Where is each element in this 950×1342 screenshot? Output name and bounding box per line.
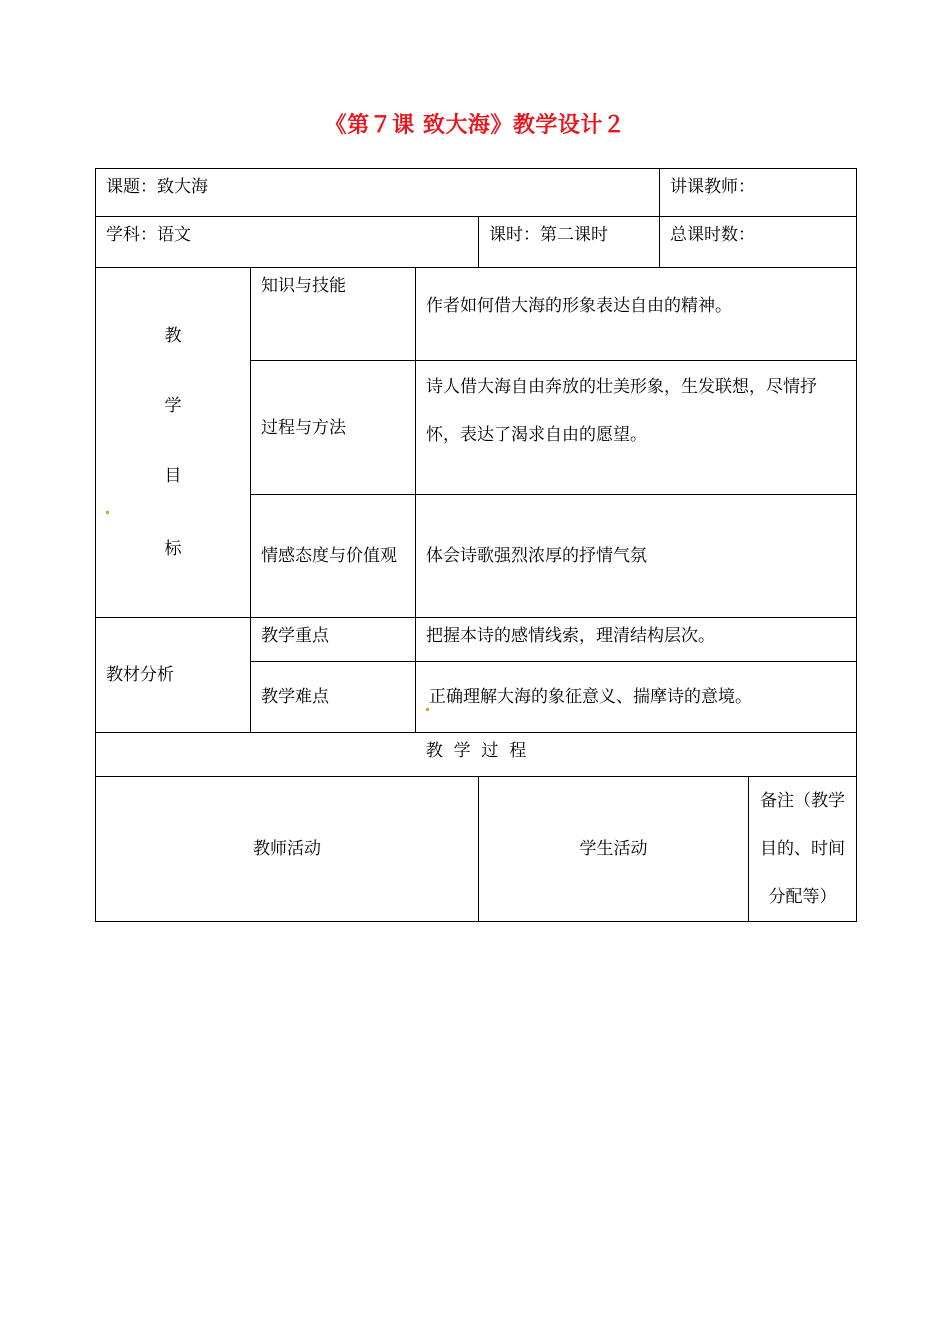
mark-dot bbox=[426, 708, 429, 711]
subject-cell: 学科：语文 bbox=[96, 217, 479, 268]
objective-category: 情感态度与价值观 bbox=[251, 495, 416, 618]
header-row-2 bbox=[96, 217, 857, 268]
analysis-label: 教材分析 bbox=[96, 618, 251, 733]
teacher-cell: 讲课教师： bbox=[660, 169, 857, 217]
objectives-label-char: 学 bbox=[164, 396, 182, 416]
analysis-row-key bbox=[96, 618, 857, 662]
analysis-category: 教学重点 bbox=[251, 618, 416, 662]
analysis-content: 把握本诗的感情线索，理清结构层次。 bbox=[416, 618, 857, 662]
objective-category: 过程与方法 bbox=[251, 361, 416, 495]
header-row-1 bbox=[96, 169, 857, 217]
process-heading: 教 学 过 程 bbox=[96, 733, 857, 777]
period-cell: 课时：第二课时 bbox=[479, 217, 660, 268]
objective-content: 体会诗歌强烈浓厚的抒情气氛 bbox=[416, 495, 857, 618]
objectives-label-char: 目 bbox=[106, 441, 240, 514]
objective-content: 作者如何借大海的形象表达自由的精神。 bbox=[416, 268, 857, 361]
process-heading-row bbox=[96, 733, 857, 777]
student-activity-header: 学生活动 bbox=[479, 777, 749, 922]
objectives-label-char: 标 bbox=[164, 539, 182, 559]
objective-row-knowledge bbox=[96, 268, 857, 361]
objectives-label bbox=[96, 268, 251, 618]
notes-header: 备注（教学目的、时间分配等） bbox=[749, 777, 857, 922]
objective-category: 知识与技能 bbox=[251, 268, 416, 361]
process-columns-row bbox=[96, 777, 857, 922]
teacher-activity-header: 教师活动 bbox=[96, 777, 479, 922]
lesson-plan-table bbox=[95, 168, 857, 922]
objective-content: 诗人借大海自由奔放的壮美形象，生发联想，尽情抒怀，表达了渴求自由的愿望。 bbox=[416, 361, 857, 495]
objectives-label-char: 教 bbox=[164, 326, 182, 346]
total-periods-cell: 总课时数： bbox=[660, 217, 857, 268]
topic-cell: 课题：致大海 bbox=[96, 169, 660, 217]
page-title: 《第７课 致大海》教学设计２ bbox=[324, 113, 626, 138]
analysis-category: 教学难点 bbox=[251, 662, 416, 733]
analysis-content: 正确理解大海的象征意义、揣摩诗的意境。 bbox=[416, 662, 857, 733]
